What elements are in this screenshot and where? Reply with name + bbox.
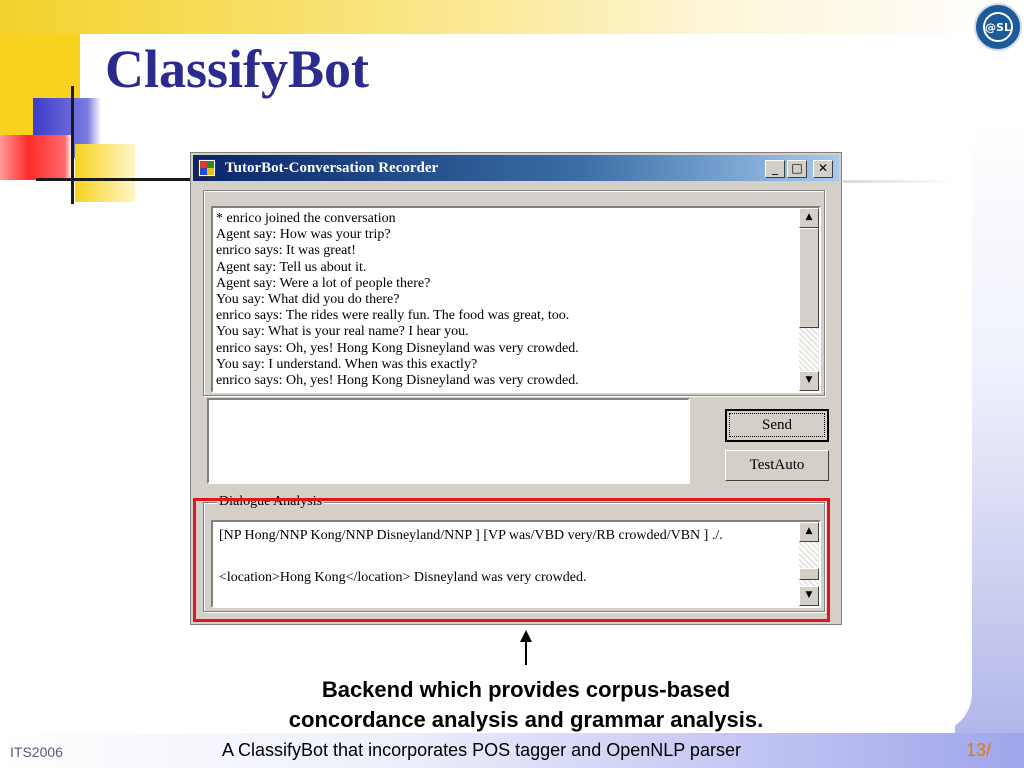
top-decor-band <box>0 0 1024 34</box>
logo-text: @SL <box>983 12 1013 42</box>
scroll-down-icon[interactable]: ▼ <box>799 586 819 606</box>
scroll-up-icon[interactable]: ▲ <box>799 522 819 542</box>
footer-title: A ClassifyBot that incorporates POS tagger and OpenNLP parser <box>222 740 741 760</box>
slide-title: ClassifyBot <box>105 39 370 99</box>
conversation-line: * enrico joined the conversation <box>216 211 396 226</box>
conversation-line: enrico says: Oh, yes! Hong Kong Disneyland was very crowded. <box>216 373 579 389</box>
conversation-line: enrico says: It was great! <box>216 243 356 259</box>
test-auto-button[interactable]: TestAuto <box>725 450 829 481</box>
decor-yellow-square-small <box>75 144 135 202</box>
institution-logo <box>974 3 1022 51</box>
conversation-line: Agent say: Were a lot of people there? <box>216 275 431 291</box>
footer-conference: ITS2006 <box>10 744 63 760</box>
analysis-parse-line: [NP Hong/NNP Kong/NNP Disneyland/NNP ] [VP was/VBD very/RB crowded/VBN ] ./. <box>219 528 723 543</box>
slide-caption <box>200 675 852 735</box>
analysis-location-line: <location>Hong Kong</location> Disneyland was very crowded. <box>219 570 587 585</box>
decor-horizontal-line-right <box>843 180 955 183</box>
send-button[interactable] <box>725 409 829 442</box>
scroll-thumb[interactable] <box>799 228 819 328</box>
caption-line-1: Backend which provides corpus-based <box>321 677 731 702</box>
conversation-line: enrico says: Oh, yes! Hong Kong Disneyland was very crowded. <box>216 340 579 356</box>
conversation-lines <box>216 211 579 389</box>
dialogue-analysis-label: Dialogue Analysis <box>219 494 323 509</box>
decor-horizontal-line <box>36 178 191 181</box>
conversation-line: You say: I understand. When was this exactly? <box>216 356 478 372</box>
conversation-line: You say: What did you do there? <box>216 292 400 308</box>
footer-page-number: 13/ <box>966 740 992 760</box>
scroll-down-icon[interactable]: ▼ <box>799 371 819 391</box>
scroll-up-icon[interactable]: ▲ <box>799 208 819 228</box>
conversation-scrollbar[interactable] <box>799 208 819 391</box>
conversation-line: enrico says: The rides were really fun. The food was great, too. <box>216 308 570 324</box>
window-titlebar[interactable] <box>193 155 839 181</box>
conversation-line: Agent say: Tell us about it. <box>216 259 367 275</box>
maximize-button[interactable]: □ <box>787 160 807 178</box>
window-title: TutorBot-Conversation Recorder <box>225 160 439 176</box>
caption-line-2: concordance analysis and grammar analysis. <box>288 707 764 732</box>
app-icon <box>198 159 216 177</box>
decor-vertical-line <box>71 86 74 204</box>
conversation-line: Agent say: How was your trip? <box>216 227 391 243</box>
conversation-group <box>203 190 825 396</box>
send-button-label: Send <box>729 413 825 437</box>
decor-red-square <box>0 135 72 180</box>
conversation-line: You say: What is your real name? I hear you. <box>216 324 469 340</box>
close-button[interactable]: ✕ <box>813 160 833 178</box>
message-input[interactable] <box>207 398 690 484</box>
analysis-highlight-box <box>193 498 830 622</box>
minimize-button[interactable]: _ <box>765 160 785 178</box>
arrow-shaft <box>525 640 527 665</box>
conversation-log[interactable] <box>211 206 821 393</box>
